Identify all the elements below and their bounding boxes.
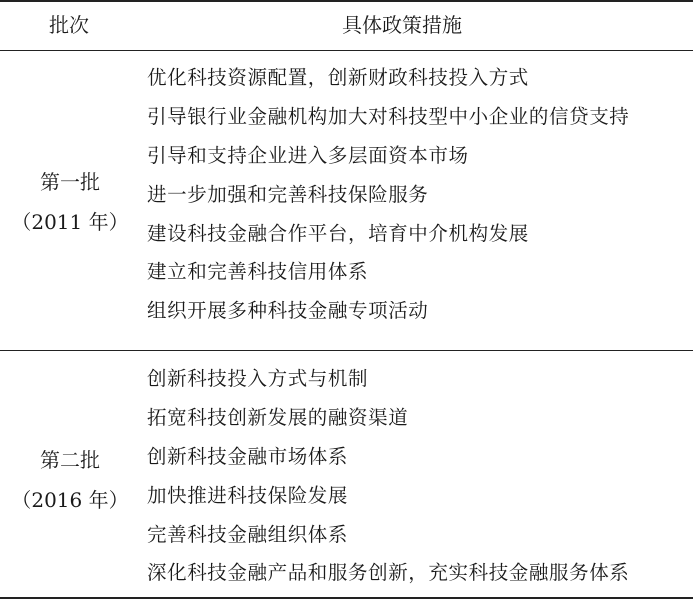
batch-2-year: （2016 年） — [11, 488, 129, 512]
measure-item: 深化科技金融产品和服务创新，充实科技金融服务体系 — [147, 561, 630, 585]
measure-item: 组织开展多种科技金融专项活动 — [147, 299, 429, 323]
table-top-rule — [0, 0, 693, 2]
batch-2-cell — [0, 440, 140, 520]
measure-item: 进一步加强和完善科技保险服务 — [147, 182, 429, 206]
measure-item: 创新科技投入方式与机制 — [147, 367, 369, 390]
header-rule — [0, 50, 693, 51]
measure-item: 加快推进科技保险发展 — [147, 483, 349, 507]
batch-2-measures — [147, 360, 629, 593]
measure-item: 完善科技金融组织体系 — [147, 522, 349, 546]
header-batch: 批次 — [49, 13, 89, 37]
measure-item: 引导银行业金融机构加大对科技型中小企业的信贷支持 — [147, 104, 630, 128]
measure-item: 引导和支持企业进入多层面资本市场 — [147, 143, 469, 167]
batch-2-name: 第二批 — [40, 448, 100, 472]
measure-item: 拓宽科技创新发展的融资渠道 — [147, 405, 409, 429]
measure-item: 优化科技资源配置，创新财政科技投入方式 — [147, 66, 529, 89]
table-bottom-rule — [0, 597, 693, 599]
measure-item: 建设科技金融合作平台，培育中介机构发展 — [147, 221, 529, 245]
header-measures: 具体政策措施 — [342, 13, 462, 37]
batch-1-year: （2011 年） — [11, 210, 129, 234]
batch-1-cell — [0, 162, 140, 242]
batch-1-name: 第一批 — [40, 170, 100, 194]
measure-item: 创新科技金融市场体系 — [147, 444, 349, 468]
batch-1-measures — [147, 59, 629, 331]
measure-item: 建立和完善科技信用体系 — [147, 260, 369, 284]
row-divider — [0, 350, 693, 351]
